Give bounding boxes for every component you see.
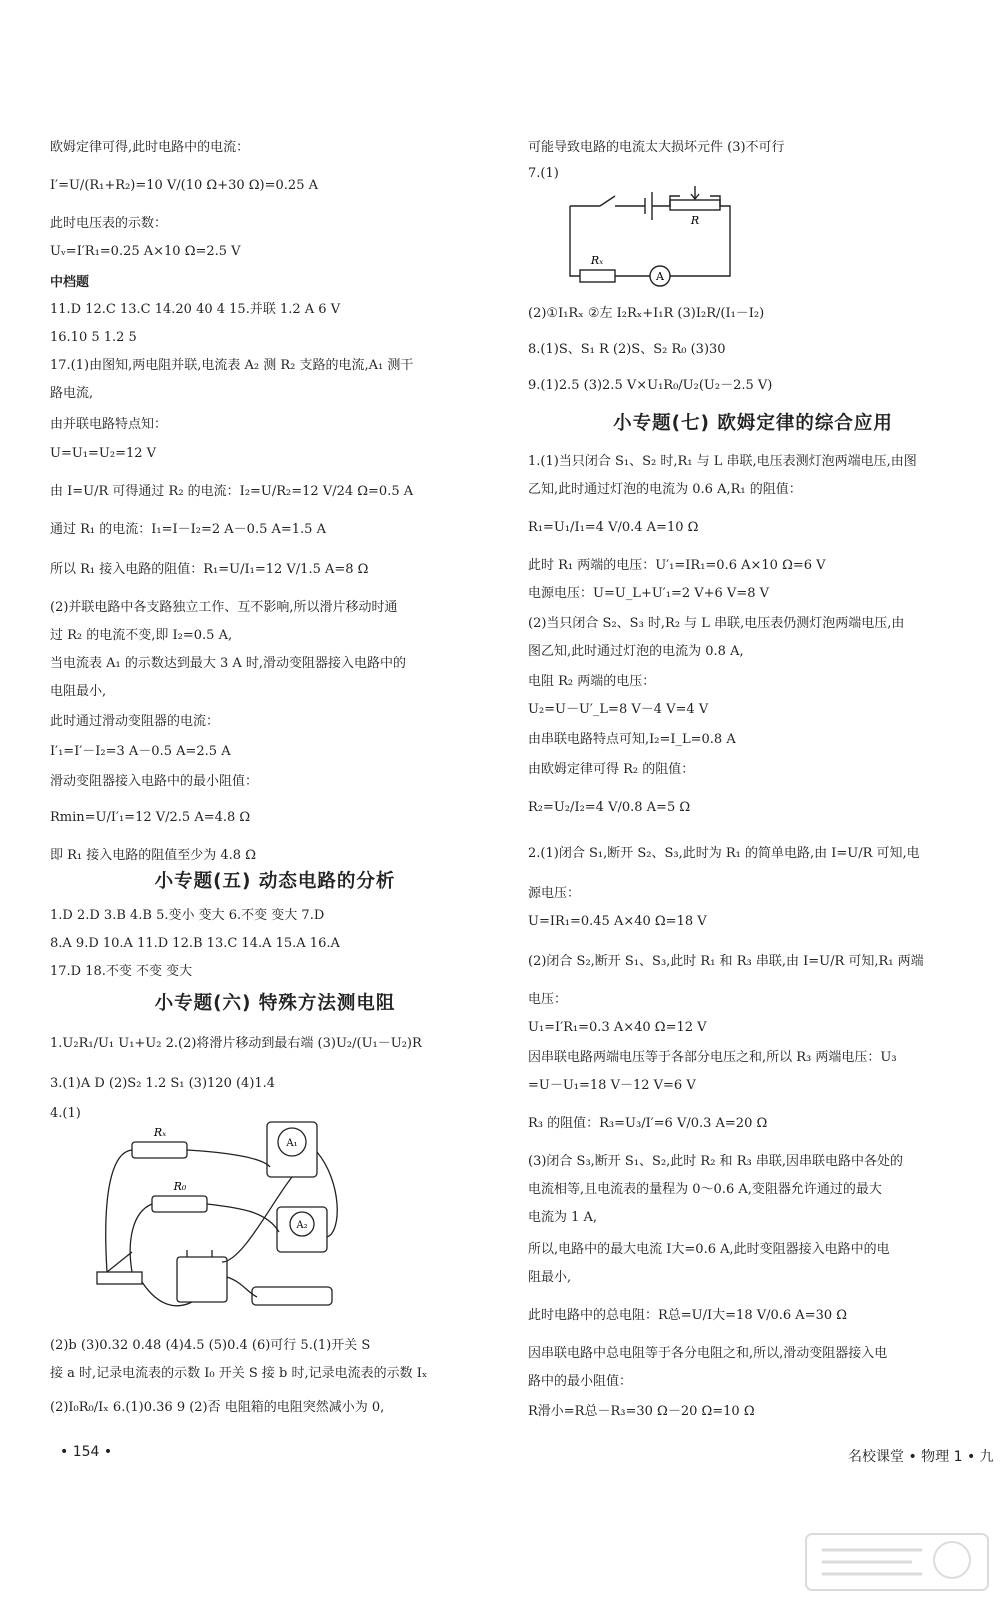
left-text-line: Rmin=U/I′₁=12 V/2.5 A=4.8 Ω (50, 810, 251, 825)
right-text-line: R₂=U₂/I₂=4 V/0.8 A=5 Ω (528, 800, 691, 815)
right-text-line: U₁=I′R₁=0.3 A×40 Ω=12 V (528, 1020, 707, 1035)
left-text-line: 1.U₂R₁/U₁ U₁+U₂ 2.(2)将滑片移动到最右端 (3)U₂/(U₁－U₂)R (50, 1036, 422, 1051)
right-text-line: R₁=U₁/I₁=4 V/0.4 A=10 Ω (528, 520, 699, 535)
left-text-line: 4.(1) (50, 1106, 81, 1121)
left-text-line: U=U₁=U₂=12 V (50, 446, 157, 461)
left-text-line: 过 R₂ 的电流不变,即 I₂=0.5 A, (50, 628, 233, 643)
left-text-line: 此时通过滑动变阻器的电流： (50, 714, 220, 729)
left-text-line: 所以 R₁ 接入电路的阻值：R₁=U/I₁=12 V/1.5 A=8 Ω (50, 562, 369, 577)
right-text-line: 因串联电路中总电阻等于各分电阻之和,所以,滑动变阻器接入电 (528, 1346, 888, 1361)
left-text-line: 17.D 18.不变 不变 变大 (50, 964, 193, 979)
circuit-diagram-4 (92, 1112, 362, 1322)
left-text-line: 17.(1)由图知,两电阻并联,电流表 A₂ 测 R₂ 支路的电流,A₁ 测干 (50, 358, 414, 373)
left-text-line: I′₁=I′－I₂=3 A－0.5 A=2.5 A (50, 744, 231, 759)
right-section-heading: 小专题(七) 欧姆定律的综合应用 (613, 413, 893, 434)
left-text-line: (2)b (3)0.32 0.48 (4)4.5 (5)0.4 (6)可行 5.(1)开关 S (50, 1338, 371, 1353)
right-text-line: 所以,电路中的最大电流 I大=0.6 A,此时变阻器接入电路中的电 (528, 1242, 890, 1257)
right-text-line: U₂=U－U′_L=8 V－4 V=4 V (528, 702, 709, 717)
right-text-line: 由串联电路特点可知,I₂=I_L=0.8 A (528, 732, 736, 747)
right-text-line: R滑小=R总－R₃=30 Ω－20 Ω=10 Ω (528, 1404, 755, 1419)
left-text-line: 此时电压表的示数： (50, 216, 168, 231)
left-text-line: 16.10 5 1.2 5 (50, 330, 137, 345)
left-text-line: 通过 R₁ 的电流：I₁=I－I₂=2 A－0.5 A=1.5 A (50, 522, 326, 537)
right-text-line: 电压： (528, 992, 568, 1007)
right-text-line: 电阻 R₂ 两端的电压： (528, 674, 656, 689)
right-text-line: 2.(1)闭合 S₁,断开 S₂、S₃,此时为 R₁ 的简单电路,由 I=U/R 可知,电 (528, 846, 920, 861)
right-text-line: 图乙知,此时通过灯泡的电流为 0.8 A, (528, 644, 744, 659)
page-number: • 154 • (60, 1444, 113, 1460)
fig4-a1-label: A₁ (286, 1138, 298, 1149)
left-section-heading: 小专题(六) 特殊方法测电阻 (154, 993, 396, 1014)
left-column (50, 0, 500, 1600)
fig7-r-label: R (690, 214, 700, 227)
right-text-line: 1.(1)当只闭合 S₁、S₂ 时,R₁ 与 L 串联,电压表测灯泡两端电压,由图 (528, 454, 917, 469)
right-text-line: 阻最小, (528, 1270, 572, 1285)
left-text-line: 电阻最小, (50, 684, 107, 699)
left-text-line: 路电流, (50, 386, 94, 401)
right-text-line: (2)当只闭合 S₂、S₃ 时,R₂ 与 L 串联,电压表仍测灯泡两端电压,由 (528, 616, 905, 631)
left-text-line: 由并联电路特点知： (50, 417, 168, 432)
right-text-line: 此时电路中的总电阻：R总=U/I大=18 V/0.6 A=30 Ω (528, 1308, 848, 1323)
right-text-line: 电流相等,且电流表的量程为 0～0.6 A,变阻器允许通过的最大 (528, 1182, 882, 1197)
fig7-rx-label: Rₓ (590, 254, 604, 267)
right-text-line: =U－U₁=18 V－12 V=6 V (528, 1078, 696, 1093)
left-text-line: I′=U/(R₁+R₂)=10 V/(10 Ω+30 Ω)=0.25 A (50, 178, 318, 193)
left-text-line: 当电流表 A₁ 的示数达到最大 3 A 时,滑动变阻器接入电路中的 (50, 656, 407, 671)
left-text-line: Uᵥ=I′R₁=0.25 A×10 Ω=2.5 V (50, 244, 241, 259)
right-text-line: 由欧姆定律可得 R₂ 的阻值： (528, 762, 695, 777)
right-text-line: (2)①I₁Rₓ ②左 I₂Rₓ+I₁R (3)I₂R/(I₁－I₂) (528, 306, 765, 321)
left-text-line: 接 a 时,记录电流表的示数 I₀ 开关 S 接 b 时,记录电流表的示数 Iₓ (50, 1366, 428, 1381)
left-text-line: 1.D 2.D 3.B 4.B 5.变小 变大 6.不变 变大 7.D (50, 908, 325, 923)
right-text-line: 9.(1)2.5 (3)2.5 V×U₁R₀/U₂(U₂－2.5 V) (528, 378, 773, 393)
left-text-line: 即 R₁ 接入电路的阻值至少为 4.8 Ω (50, 848, 256, 863)
left-text-line: 3.(1)A D (2)S₂ 1.2 S₁ (3)120 (4)1.4 (50, 1076, 276, 1091)
watermark-logo (802, 1530, 992, 1594)
left-text-line: 8.A 9.D 10.A 11.D 12.B 13.C 14.A 15.A 16.A (50, 936, 340, 951)
left-text-line: 中档题 (50, 275, 90, 290)
fig7-ammeter-label: A (656, 270, 664, 283)
right-text-line: U=IR₁=0.45 A×40 Ω=18 V (528, 914, 707, 929)
right-text-line: 电源电压：U=U_L+U′₁=2 V+6 V=8 V (528, 586, 770, 601)
left-text-line: (2)并联电路中各支路独立工作、互不影响,所以滑片移动时通 (50, 600, 398, 615)
right-text-line: 此时 R₁ 两端的电压：U′₁=IR₁=0.6 A×10 Ω=6 V (528, 558, 826, 573)
right-text-line: 源电压： (528, 886, 581, 901)
circuit-diagram-7 (560, 178, 740, 288)
right-text-line: 7.(1) (528, 166, 559, 181)
left-text-line: 滑动变阻器接入电路中的最小阻值： (50, 774, 259, 789)
left-text-line: 由 I=U/R 可得通过 R₂ 的电流：I₂=U/R₂=12 V/24 Ω=0.5 A (50, 484, 414, 499)
fig4-a2-label: A₂ (296, 1220, 308, 1231)
right-text-line: (3)闭合 S₃,断开 S₁、S₂,此时 R₂ 和 R₃ 串联,因串联电路中各处的 (528, 1154, 903, 1169)
left-text-line: 欧姆定律可得,此时电路中的电流： (50, 140, 250, 155)
right-text-line: 可能导致电路的电流太大损坏元件 (3)不可行 (528, 140, 785, 155)
right-text-line: 路中的最小阻值： (528, 1374, 633, 1389)
book-title: 名校课堂 • 物理 1 • 九 (848, 1449, 994, 1465)
left-text-line: (2)I₀R₀/Iₓ 6.(1)0.36 9 (2)否 电阻箱的电阻突然减小为 0, (50, 1400, 385, 1415)
right-text-line: 电流为 1 A, (528, 1210, 598, 1225)
fig4-rx-label: Rₓ (153, 1126, 167, 1139)
right-text-line: 8.(1)S、S₁ R (2)S、S₂ R₀ (3)30 (528, 342, 726, 357)
right-text-line: R₃ 的阻值：R₃=U₃/I′=6 V/0.3 A=20 Ω (528, 1116, 768, 1131)
left-text-line: 11.D 12.C 13.C 14.20 40 4 15.并联 1.2 A 6 V (50, 302, 341, 317)
right-text-line: (2)闭合 S₂,断开 S₁、S₃,此时 R₁ 和 R₃ 串联,由 I=U/R 可知,R₁ 两端 (528, 954, 924, 969)
fig4-r0-label: R₀ (173, 1180, 187, 1193)
right-text-line: 因串联电路两端电压等于各部分电压之和,所以 R₃ 两端电压：U₃ (528, 1050, 897, 1065)
left-section-heading: 小专题(五) 动态电路的分析 (154, 871, 396, 892)
right-text-line: 乙知,此时通过灯泡的电流为 0.6 A,R₁ 的阻值： (528, 482, 802, 497)
